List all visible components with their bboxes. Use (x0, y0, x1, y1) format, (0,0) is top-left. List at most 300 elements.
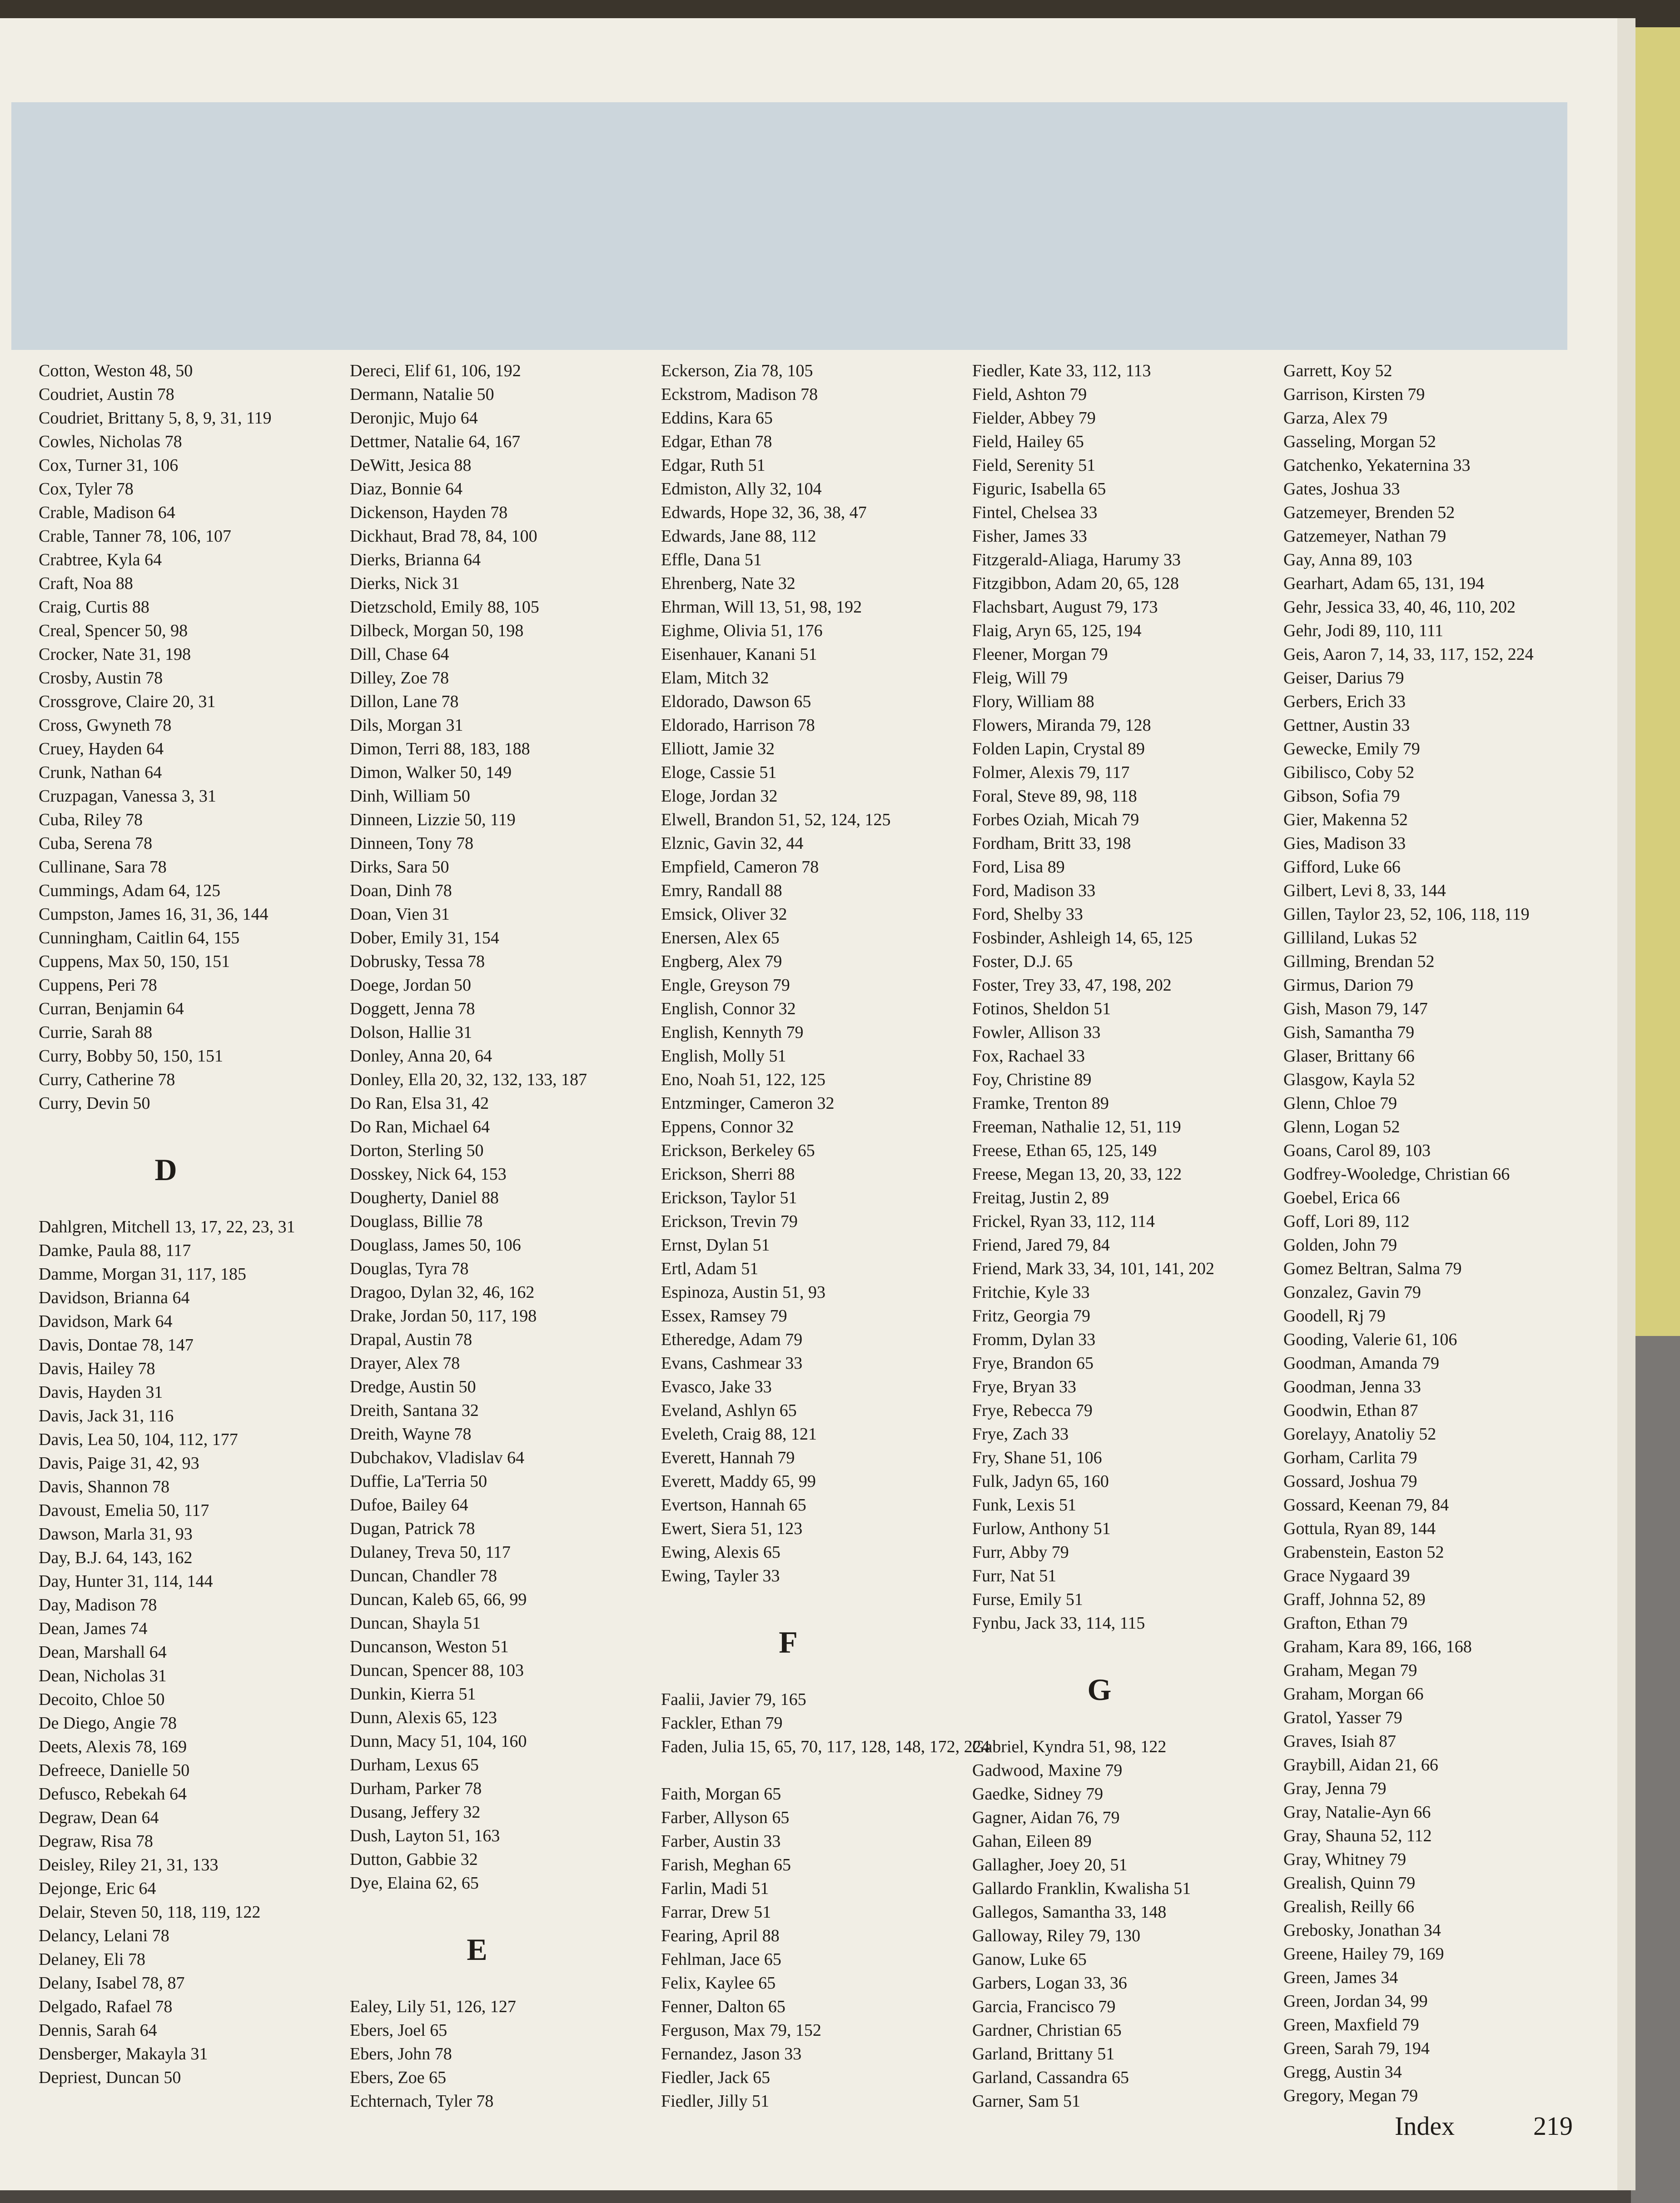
index-entry: Geiser, Darius 79 (1283, 668, 1404, 688)
index-entry: Fiedler, Kate 33, 112, 113 (972, 361, 1151, 380)
index-entry: Dorton, Sterling 50 (350, 1141, 484, 1160)
index-entry: Curry, Catherine 78 (39, 1070, 175, 1089)
index-entry: Cunningham, Caitlin 64, 155 (39, 928, 240, 947)
index-entry: Dubchakov, Vladislav 64 (350, 1448, 525, 1467)
index-entry: Ford, Madison 33 (972, 881, 1096, 900)
index-entry: Gish, Samantha 79 (1283, 1023, 1415, 1042)
index-entry: Davidson, Mark 64 (39, 1312, 173, 1331)
index-entry: Freitag, Justin 2, 89 (972, 1188, 1109, 1207)
index-entry: Cuba, Riley 78 (39, 810, 143, 829)
index-entry: Green, Sarah 79, 194 (1283, 2039, 1430, 2058)
index-entry: Grace Nygaard 39 (1283, 1566, 1410, 1585)
index-entry: Gabriel, Kyndra 51, 98, 122 (972, 1737, 1167, 1756)
index-entry: Crocker, Nate 31, 198 (39, 645, 191, 664)
index-entry: Dulaney, Treva 50, 117 (350, 1543, 511, 1562)
index-entry: Davis, Shannon 78 (39, 1477, 170, 1496)
index-entry: Glenn, Logan 52 (1283, 1117, 1400, 1136)
index-entry: Garner, Sam 51 (972, 2092, 1081, 2111)
index-entry: Gray, Shauna 52, 112 (1283, 1826, 1432, 1845)
index-entry: Evertson, Hannah 65 (661, 1495, 806, 1515)
index-entry: Douglass, Billie 78 (350, 1212, 483, 1231)
index-entry: Elliott, Jamie 32 (661, 739, 775, 758)
index-entry: Decoito, Chloe 50 (39, 1690, 165, 1709)
index-entry: Dolson, Hallie 31 (350, 1023, 472, 1042)
edge-tab-yellow (1631, 27, 1680, 1336)
index-entry: Crossgrove, Claire 20, 31 (39, 692, 216, 711)
index-entry: Fynbu, Jack 33, 114, 115 (972, 1614, 1145, 1633)
index-entry: Fackler, Ethan 79 (661, 1714, 783, 1733)
index-entry: Elam, Mitch 32 (661, 668, 769, 688)
index-entry: Eno, Noah 51, 122, 125 (661, 1070, 826, 1089)
index-entry: Gatzemeyer, Nathan 79 (1283, 527, 1446, 546)
index-entry: Gillen, Taylor 23, 52, 106, 118, 119 (1283, 905, 1530, 924)
index-entry: Ertl, Adam 51 (661, 1259, 759, 1278)
index-entry: Fiedler, Jack 65 (661, 2068, 770, 2087)
index-entry: Dinneen, Lizzie 50, 119 (350, 810, 516, 829)
index-entry: Gahan, Eileen 89 (972, 1832, 1092, 1851)
index-entry: Goodell, Rj 79 (1283, 1306, 1386, 1326)
index-entry: Deisley, Riley 21, 31, 133 (39, 1855, 219, 1874)
index-entry: Densberger, Makayla 31 (39, 2044, 208, 2063)
index-entry: Faalii, Javier 79, 165 (661, 1690, 806, 1709)
index-entry: Davidson, Brianna 64 (39, 1288, 190, 1307)
index-entry: Glaser, Brittany 66 (1283, 1047, 1415, 1066)
index-entry: Friend, Jared 79, 84 (972, 1236, 1110, 1255)
index-entry: Dush, Layton 51, 163 (350, 1826, 500, 1845)
index-entry: Entzminger, Cameron 32 (661, 1094, 835, 1113)
index-entry: Duncan, Kaleb 65, 66, 99 (350, 1590, 527, 1609)
index-entry: Dugan, Patrick 78 (350, 1519, 475, 1538)
index-entry: Curran, Benjamin 64 (39, 999, 184, 1018)
index-entry: Ewert, Siera 51, 123 (661, 1519, 803, 1538)
index-entry: Foster, D.J. 65 (972, 952, 1073, 971)
index-entry: Ford, Shelby 33 (972, 905, 1083, 924)
index-entry: Gatchenko, Yekaternina 33 (1283, 456, 1471, 475)
index-entry: Fitzgerald-Aliaga, Harumy 33 (972, 550, 1181, 569)
index-entry: Grealish, Quinn 79 (1283, 1874, 1416, 1893)
index-entry: Ganow, Luke 65 (972, 1950, 1087, 1969)
index-entry: Emry, Randall 88 (661, 881, 782, 900)
index-entry: Day, Hunter 31, 114, 144 (39, 1572, 213, 1591)
index-entry: English, Connor 32 (661, 999, 796, 1018)
index-entry: Fiedler, Jilly 51 (661, 2092, 770, 2111)
index-entry: Dimon, Terri 88, 183, 188 (350, 739, 530, 758)
index-entry: Gallagher, Joey 20, 51 (972, 1855, 1128, 1874)
index-entry: Flachsbart, August 79, 173 (972, 598, 1158, 617)
index-entry: Gibson, Sofia 79 (1283, 787, 1400, 806)
index-entry: Dinh, William 50 (350, 787, 470, 806)
index-entry: Gaedke, Sidney 79 (972, 1784, 1103, 1804)
index-entry: Dietzschold, Emily 88, 105 (350, 598, 539, 617)
index-entry: Erickson, Berkeley 65 (661, 1141, 815, 1160)
index-entry: Curry, Devin 50 (39, 1094, 150, 1113)
index-entry: Fotinos, Sheldon 51 (972, 999, 1111, 1018)
index-entry: Graybill, Aidan 21, 66 (1283, 1755, 1438, 1774)
index-entry: Fosbinder, Ashleigh 14, 65, 125 (972, 928, 1193, 947)
index-entry: Gallegos, Samantha 33, 148 (972, 1903, 1167, 1922)
index-entry: Everett, Hannah 79 (661, 1448, 795, 1467)
index-entry: Galloway, Riley 79, 130 (972, 1926, 1141, 1945)
index-entry: Gonzalez, Gavin 79 (1283, 1283, 1421, 1302)
index-entry: Diaz, Bonnie 64 (350, 479, 463, 498)
index-entry: Forbes Oziah, Micah 79 (972, 810, 1139, 829)
footer-index-label: Index (1395, 2111, 1455, 2141)
index-entry: Fritz, Georgia 79 (972, 1306, 1090, 1326)
index-entry: Davis, Dontae 78, 147 (39, 1336, 194, 1355)
index-entry: Farber, Austin 33 (661, 1832, 781, 1851)
index-entry: Dye, Elaina 62, 65 (350, 1874, 479, 1893)
index-entry: Gallardo Franklin, Kwalisha 51 (972, 1879, 1191, 1898)
index-entry: Gorham, Carlita 79 (1283, 1448, 1417, 1467)
index-entry: Crabtree, Kyla 64 (39, 550, 162, 569)
index-entry: Graham, Morgan 66 (1283, 1685, 1424, 1704)
index-entry: Edwards, Hope 32, 36, 38, 47 (661, 503, 867, 522)
index-entry: Framke, Trenton 89 (972, 1094, 1109, 1113)
index-entry: Fearing, April 88 (661, 1926, 780, 1945)
index-entry: Cox, Tyler 78 (39, 479, 134, 498)
index-entry: Dredge, Austin 50 (350, 1377, 476, 1396)
index-entry: Dunn, Macy 51, 104, 160 (350, 1732, 527, 1751)
index-entry: Dougherty, Daniel 88 (350, 1188, 499, 1207)
index-entry: Eckstrom, Madison 78 (661, 385, 818, 404)
index-entry: Gray, Natalie-Ayn 66 (1283, 1803, 1431, 1822)
index-entry: Eveland, Ashlyn 65 (661, 1401, 797, 1420)
index-entry: Durham, Lexus 65 (350, 1755, 479, 1774)
index-entry: Crosby, Austin 78 (39, 668, 163, 688)
index-entry: Erickson, Taylor 51 (661, 1188, 797, 1207)
index-entry: Godfrey-Wooledge, Christian 66 (1283, 1165, 1510, 1184)
index-entry: English, Kennyth 79 (661, 1023, 804, 1042)
index-entry: Davis, Paige 31, 42, 93 (39, 1454, 199, 1473)
index-entry: Graff, Johnna 52, 89 (1283, 1590, 1426, 1609)
index-entry: Elznic, Gavin 32, 44 (661, 834, 804, 853)
index-entry: Goodman, Amanda 79 (1283, 1354, 1440, 1373)
index-column-1 (39, 359, 348, 2089)
index-entry: Folmer, Alexis 79, 117 (972, 763, 1130, 782)
index-entry: Green, James 34 (1283, 1968, 1398, 1987)
index-entry: Dinneen, Tony 78 (350, 834, 474, 853)
index-entry: Davis, Lea 50, 104, 112, 177 (39, 1430, 238, 1449)
index-entry: Dilley, Zoe 78 (350, 668, 449, 688)
index-entry: Frye, Rebecca 79 (972, 1401, 1093, 1420)
index-entry: Dimon, Walker 50, 149 (350, 763, 512, 782)
index-entry: Dereci, Elif 61, 106, 192 (350, 361, 521, 380)
index-entry: Duncanson, Weston 51 (350, 1637, 509, 1656)
index-entry: Furse, Emily 51 (972, 1590, 1083, 1609)
index-entry: Gadwood, Maxine 79 (972, 1761, 1123, 1780)
index-entry: Frye, Zach 33 (972, 1425, 1069, 1444)
index-entry: Cowles, Nicholas 78 (39, 432, 182, 451)
index-entry: Gehr, Jessica 33, 40, 46, 110, 202 (1283, 598, 1516, 617)
index-entry: Damme, Morgan 31, 117, 185 (39, 1265, 247, 1284)
index-entry: Gillming, Brendan 52 (1283, 952, 1435, 971)
index-entry: Doggett, Jenna 78 (350, 999, 475, 1018)
index-entry: Delair, Steven 50, 118, 119, 122 (39, 1903, 261, 1922)
index-entry: Fisher, James 33 (972, 527, 1087, 546)
index-entry: Field, Hailey 65 (972, 432, 1084, 451)
index-entry: Garbers, Logan 33, 36 (972, 1974, 1127, 1993)
index-entry: Furlow, Anthony 51 (972, 1519, 1111, 1538)
index-entry: Funk, Lexis 51 (972, 1495, 1077, 1515)
index-entry: Davis, Hailey 78 (39, 1359, 155, 1378)
index-entry: Ehrenberg, Nate 32 (661, 574, 795, 593)
index-entry: Gottula, Ryan 89, 144 (1283, 1519, 1436, 1538)
index-entry: Faden, Julia 15, 65, 70, 117, 128, 148, 172, 224 (661, 1737, 990, 1756)
index-entry: Fernandez, Jason 33 (661, 2044, 802, 2063)
index-entry: Frye, Bryan 33 (972, 1377, 1077, 1396)
index-entry: Cross, Gwyneth 78 (39, 716, 172, 735)
index-entry: Creal, Spencer 50, 98 (39, 621, 188, 640)
index-entry: Field, Serenity 51 (972, 456, 1096, 475)
index-entry: Fromm, Dylan 33 (972, 1330, 1096, 1349)
index-entry: Farish, Meghan 65 (661, 1855, 791, 1874)
index-entry: Durham, Parker 78 (350, 1779, 482, 1798)
index-entry: Craig, Curtis 88 (39, 598, 149, 617)
index-entry: Ehrman, Will 13, 51, 98, 192 (661, 598, 862, 617)
index-entry: Graves, Isiah 87 (1283, 1732, 1396, 1751)
index-entry: Eloge, Cassie 51 (661, 763, 777, 782)
index-entry: Duncan, Shayla 51 (350, 1614, 481, 1633)
index-entry: Edmiston, Ally 32, 104 (661, 479, 822, 498)
index-entry: Gish, Mason 79, 147 (1283, 999, 1428, 1018)
index-entry: Ebers, Joel 65 (350, 2021, 447, 2040)
index-entry: Gorelayy, Anatoliy 52 (1283, 1425, 1436, 1444)
index-entry: Defreece, Danielle 50 (39, 1761, 190, 1780)
index-entry: Goodwin, Ethan 87 (1283, 1401, 1418, 1420)
index-entry: Erickson, Sherri 88 (661, 1165, 795, 1184)
index-entry: Dreith, Wayne 78 (350, 1425, 472, 1444)
index-entry: Drapal, Austin 78 (350, 1330, 472, 1349)
index-entry: Cullinane, Sara 78 (39, 857, 167, 877)
index-entry: Degraw, Risa 78 (39, 1832, 153, 1851)
index-entry: Grealish, Reilly 66 (1283, 1897, 1415, 1916)
index-entry: Ernst, Dylan 51 (661, 1236, 770, 1255)
index-entry: Fordham, Britt 33, 198 (972, 834, 1131, 853)
index-entry: Deets, Alexis 78, 169 (39, 1737, 187, 1756)
index-entry: Duffie, La'Terria 50 (350, 1472, 487, 1491)
index-entry: Duncan, Spencer 88, 103 (350, 1661, 524, 1680)
index-entry: Eisenhauer, Kanani 51 (661, 645, 817, 664)
index-entry: Day, B.J. 64, 143, 162 (39, 1548, 193, 1567)
edge-tab-gray (1631, 1336, 1680, 2203)
index-entry: Dill, Chase 64 (350, 645, 449, 664)
index-entry: Coudriet, Brittany 5, 8, 9, 31, 119 (39, 409, 272, 428)
index-entry: Enersen, Alex 65 (661, 928, 780, 947)
index-entry: Freeman, Nathalie 12, 51, 119 (972, 1117, 1181, 1136)
index-entry: Gray, Jenna 79 (1283, 1779, 1387, 1798)
index-entry: Deronjic, Mujo 64 (350, 409, 478, 428)
index-entry: Gibilisco, Coby 52 (1283, 763, 1415, 782)
index-entry: Dutton, Gabbie 32 (350, 1850, 478, 1869)
index-entry: Curry, Bobby 50, 150, 151 (39, 1047, 224, 1066)
index-entry: Dean, James 74 (39, 1619, 148, 1638)
index-entry: Cruzpagan, Vanessa 3, 31 (39, 787, 216, 806)
index-entry: Dosskey, Nick 64, 153 (350, 1165, 507, 1184)
index-entry: Gay, Anna 89, 103 (1283, 550, 1412, 569)
index-entry: Eloge, Jordan 32 (661, 787, 778, 806)
index-entry: Frickel, Ryan 33, 112, 114 (972, 1212, 1155, 1231)
index-entry: Delany, Isabel 78, 87 (39, 1974, 185, 1993)
index-entry: Erickson, Trevin 79 (661, 1212, 798, 1231)
index-entry: Eddins, Kara 65 (661, 409, 773, 428)
index-entry: Davoust, Emelia 50, 117 (39, 1501, 209, 1520)
index-entry: Evasco, Jake 33 (661, 1377, 772, 1396)
index-entry: Edgar, Ethan 78 (661, 432, 772, 451)
index-entry: Gettner, Austin 33 (1283, 716, 1410, 735)
index-entry: Douglas, Tyra 78 (350, 1259, 469, 1278)
index-entry: Gifford, Luke 66 (1283, 857, 1401, 877)
index-entry: Eveleth, Craig 88, 121 (661, 1425, 817, 1444)
header-banner (11, 102, 1567, 350)
index-entry: Dierks, Brianna 64 (350, 550, 481, 569)
index-entry: Dils, Morgan 31 (350, 716, 463, 735)
index-entry: Coudriet, Austin 78 (39, 385, 174, 404)
index-entry: Foster, Trey 33, 47, 198, 202 (972, 976, 1172, 995)
index-column-3 (661, 359, 990, 2113)
index-entry: Doan, Dinh 78 (350, 881, 452, 900)
index-entry: Gomez Beltran, Salma 79 (1283, 1259, 1462, 1278)
index-entry: Ebers, John 78 (350, 2044, 452, 2063)
index-entry: Dean, Marshall 64 (39, 1643, 167, 1662)
index-entry: Evans, Cashmear 33 (661, 1354, 803, 1373)
index-entry: Espinoza, Austin 51, 93 (661, 1283, 826, 1302)
index-entry: Gooding, Valerie 61, 106 (1283, 1330, 1457, 1349)
index-entry: Dahlgren, Mitchell 13, 17, 22, 23, 31 (39, 1217, 295, 1236)
index-entry: Dreith, Santana 32 (350, 1401, 479, 1420)
index-entry: Farlin, Madi 51 (661, 1879, 769, 1898)
index-entry: Cumpston, James 16, 31, 36, 144 (39, 905, 268, 924)
index-entry: Echternach, Tyler 78 (350, 2092, 494, 2111)
index-entry: Ealey, Lily 51, 126, 127 (350, 1997, 516, 2016)
index-entry: Ford, Lisa 89 (972, 857, 1065, 877)
index-entry: Dunn, Alexis 65, 123 (350, 1708, 497, 1727)
index-entry: Frye, Brandon 65 (972, 1354, 1094, 1373)
index-entry: Crable, Madison 64 (39, 503, 175, 522)
index-entry: Fry, Shane 51, 106 (972, 1448, 1102, 1467)
index-entry: Engberg, Alex 79 (661, 952, 782, 971)
index-entry: Eppens, Connor 32 (661, 1117, 794, 1136)
index-entry: Gewecke, Emily 79 (1283, 739, 1420, 758)
index-entry: Garza, Alex 79 (1283, 409, 1387, 428)
index-entry: Emsick, Oliver 32 (661, 905, 787, 924)
page-edge (1617, 18, 1635, 2190)
index-entry: Fleig, Will 79 (972, 668, 1068, 688)
index-entry: Etheredge, Adam 79 (661, 1330, 803, 1349)
index-entry: Fulk, Jadyn 65, 160 (972, 1472, 1109, 1491)
index-entry: Gearhart, Adam 65, 131, 194 (1283, 574, 1485, 593)
index-entry: Farber, Allyson 65 (661, 1808, 790, 1827)
index-entry: Grebosky, Jonathan 34 (1283, 1921, 1441, 1940)
index-entry: Eldorado, Dawson 65 (661, 692, 811, 711)
index-entry: Ferguson, Max 79, 152 (661, 2021, 821, 2040)
index-entry: Flowers, Miranda 79, 128 (972, 716, 1151, 735)
index-entry: Crable, Tanner 78, 106, 107 (39, 527, 232, 546)
index-entry: Dillon, Lane 78 (350, 692, 459, 711)
index-entry: Faith, Morgan 65 (661, 1784, 781, 1804)
section-letter-heading: F (779, 1625, 798, 1660)
index-entry: Girmus, Darion 79 (1283, 976, 1414, 995)
index-entry: Cotton, Weston 48, 50 (39, 361, 193, 380)
index-entry: English, Molly 51 (661, 1047, 786, 1066)
index-entry: Donley, Ella 20, 32, 132, 133, 187 (350, 1070, 587, 1089)
index-entry: Dirks, Sara 50 (350, 857, 449, 877)
index-entry: Friend, Mark 33, 34, 101, 141, 202 (972, 1259, 1215, 1278)
index-entry: Grabenstein, Easton 52 (1283, 1543, 1444, 1562)
index-entry: Dilbeck, Morgan 50, 198 (350, 621, 524, 640)
section-letter-heading: D (154, 1152, 177, 1187)
index-entry: Gardner, Christian 65 (972, 2021, 1122, 2040)
index-entry: Graham, Megan 79 (1283, 1661, 1417, 1680)
index-entry: Dragoo, Dylan 32, 46, 162 (350, 1283, 535, 1302)
index-entry: Everett, Maddy 65, 99 (661, 1472, 816, 1491)
section-letter-heading: E (467, 1932, 487, 1967)
index-entry: Dufoe, Bailey 64 (350, 1495, 468, 1515)
index-entry: Gossard, Keenan 79, 84 (1283, 1495, 1449, 1515)
index-entry: Cuppens, Max 50, 150, 151 (39, 952, 230, 971)
index-entry: Freese, Megan 13, 20, 33, 122 (972, 1165, 1182, 1184)
index-entry: Gies, Madison 33 (1283, 834, 1406, 853)
index-entry: Freese, Ethan 65, 125, 149 (972, 1141, 1157, 1160)
index-entry: Day, Madison 78 (39, 1595, 157, 1615)
index-entry: Gilbert, Levi 8, 33, 144 (1283, 881, 1446, 900)
index-entry: Ewing, Tayler 33 (661, 1566, 780, 1585)
index-entry: Duncan, Chandler 78 (350, 1566, 497, 1585)
index-entry: Fritchie, Kyle 33 (972, 1283, 1090, 1302)
index-entry: Do Ran, Elsa 31, 42 (350, 1094, 489, 1113)
index-entry: Fintel, Chelsea 33 (972, 503, 1098, 522)
index-entry: Farrar, Drew 51 (661, 1903, 771, 1922)
index-entry: Eighme, Olivia 51, 176 (661, 621, 823, 640)
index-entry: Flory, William 88 (972, 692, 1094, 711)
index-entry: Dickhaut, Brad 78, 84, 100 (350, 527, 537, 546)
index-entry: Fleener, Morgan 79 (972, 645, 1108, 664)
index-entry: Gregory, Megan 79 (1283, 2086, 1418, 2105)
index-entry: Folden Lapin, Crystal 89 (972, 739, 1145, 758)
index-entry: Gregg, Austin 34 (1283, 2063, 1402, 2082)
index-entry: Douglass, James 50, 106 (350, 1236, 521, 1255)
index-entry: Drayer, Alex 78 (350, 1354, 460, 1373)
index-entry: Dunkin, Kierra 51 (350, 1685, 476, 1704)
index-entry: Edgar, Ruth 51 (661, 456, 765, 475)
index-entry: Foy, Christine 89 (972, 1070, 1092, 1089)
index-entry: Davis, Hayden 31 (39, 1383, 163, 1402)
index-entry: Gasseling, Morgan 52 (1283, 432, 1436, 451)
index-entry: Donley, Anna 20, 64 (350, 1047, 492, 1066)
index-entry: Gerbers, Erich 33 (1283, 692, 1406, 711)
index-entry: Foral, Steve 89, 98, 118 (972, 787, 1137, 806)
index-column-4 (972, 359, 1281, 2113)
section-letter-heading: G (1087, 1672, 1112, 1707)
index-entry: Degraw, Dean 64 (39, 1808, 159, 1827)
index-entry: Graham, Kara 89, 166, 168 (1283, 1637, 1472, 1656)
index-entry: Gates, Joshua 33 (1283, 479, 1400, 498)
index-entry: Cuba, Serena 78 (39, 834, 153, 853)
index-entry: Green, Maxfield 79 (1283, 2015, 1419, 2034)
index-entry: DeWitt, Jesica 88 (350, 456, 472, 475)
index-entry: Garcia, Francisco 79 (972, 1997, 1116, 2016)
index-entry: Cuppens, Peri 78 (39, 976, 157, 995)
index-entry: Gatzemeyer, Brenden 52 (1283, 503, 1455, 522)
index-column-2 (350, 359, 659, 2113)
index-entry: Davis, Jack 31, 116 (39, 1406, 174, 1425)
index-entry: Goodman, Jenna 33 (1283, 1377, 1421, 1396)
index-entry: Dobrusky, Tessa 78 (350, 952, 485, 971)
index-entry: Grafton, Ethan 79 (1283, 1614, 1408, 1633)
index-entry: Eldorado, Harrison 78 (661, 716, 815, 735)
index-entry: Fox, Rachael 33 (972, 1047, 1085, 1066)
index-entry: Dierks, Nick 31 (350, 574, 460, 593)
index-entry: Garrison, Kirsten 79 (1283, 385, 1425, 404)
